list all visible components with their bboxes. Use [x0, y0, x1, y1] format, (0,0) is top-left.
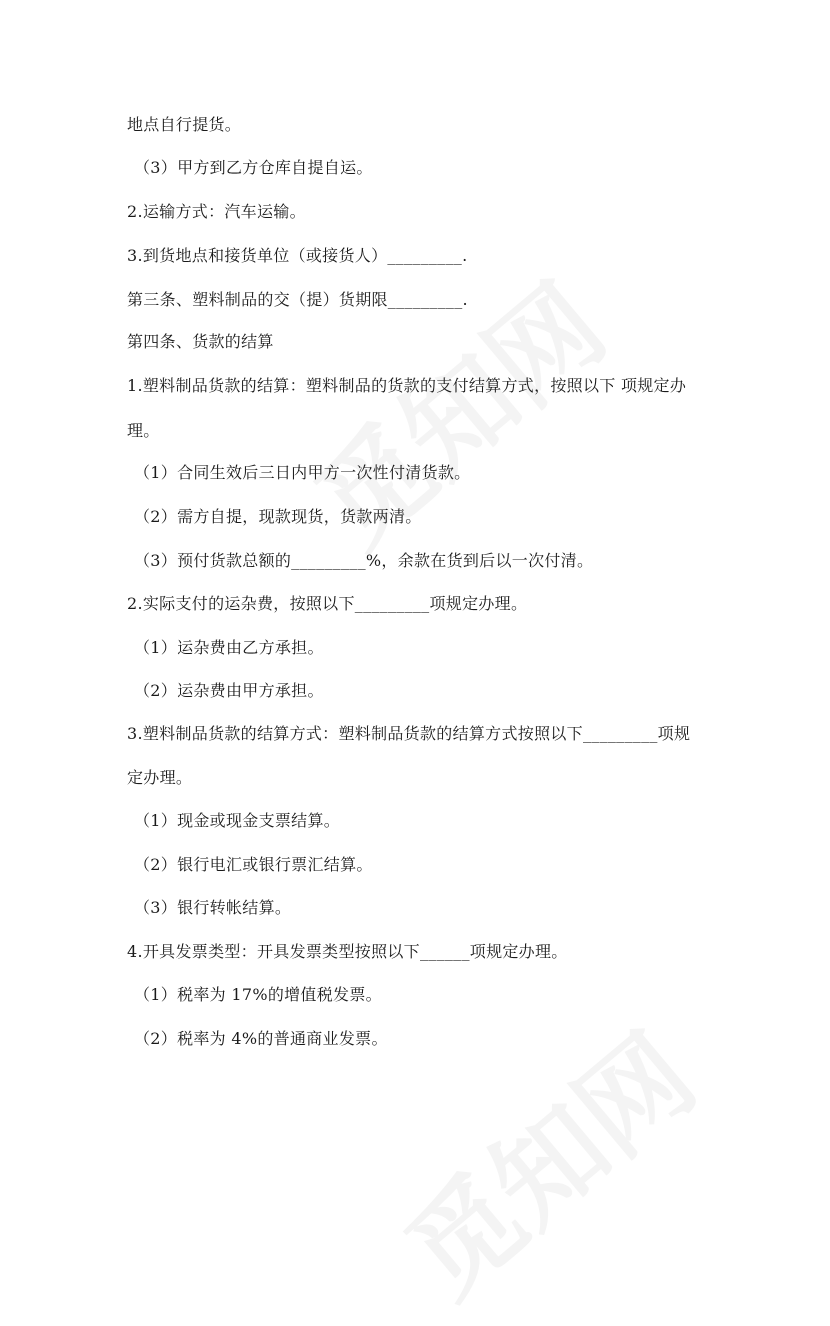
paragraph-line: 2.运输方式：汽车运输。 [127, 202, 306, 221]
paragraph-line: 第三条、塑料制品的交（提）货期限_________. [127, 290, 468, 309]
section-heading: 第四条、货款的结算 [127, 332, 274, 351]
paragraph-line: 地点自行提货。 [127, 115, 242, 134]
paragraph-line: （1）运杂费由乙方承担。 [134, 638, 324, 657]
paragraph-line: 4.开具发票类型：开具发票类型按照以下______项规定办理。 [127, 942, 568, 961]
paragraph-line: （3）预付货款总额的_________%，余款在货到后以一次付清。 [134, 551, 594, 570]
paragraph-line: （2）运杂费由甲方承担。 [134, 681, 324, 700]
paragraph-line: （1）合同生效后三日内甲方一次性付清货款。 [134, 463, 471, 482]
paragraph-line: 3.塑料制品货款的结算方式：塑料制品货款的结算方式按照以下_________项规 [127, 724, 691, 743]
paragraph-line: （3）甲方到乙方仓库自提自运。 [134, 158, 373, 177]
paragraph-line: （1）税率为 17%的增值税发票。 [134, 985, 382, 1004]
paragraph-line: 1.塑料制品货款的结算：塑料制品的货款的支付结算方式，按照以下 项规定办 [127, 376, 687, 395]
paragraph-line: （1）现金或现金支票结算。 [134, 811, 341, 830]
paragraph-line: 理。 [127, 421, 160, 440]
paragraph-line: 2.实际支付的运杂费，按照以下_________项规定办理。 [127, 594, 528, 613]
paragraph-line: 定办理。 [127, 768, 193, 787]
paragraph-line: （2）税率为 4%的普通商业发票。 [134, 1029, 388, 1048]
paragraph-line: 3.到货地点和接货单位（或接货人）_________. [127, 246, 468, 265]
paragraph-line: （2）银行电汇或银行票汇结算。 [134, 855, 373, 874]
paragraph-line: （3）银行转帐结算。 [134, 898, 292, 917]
paragraph-line: （2）需方自提，现款现货，货款两清。 [134, 507, 422, 526]
